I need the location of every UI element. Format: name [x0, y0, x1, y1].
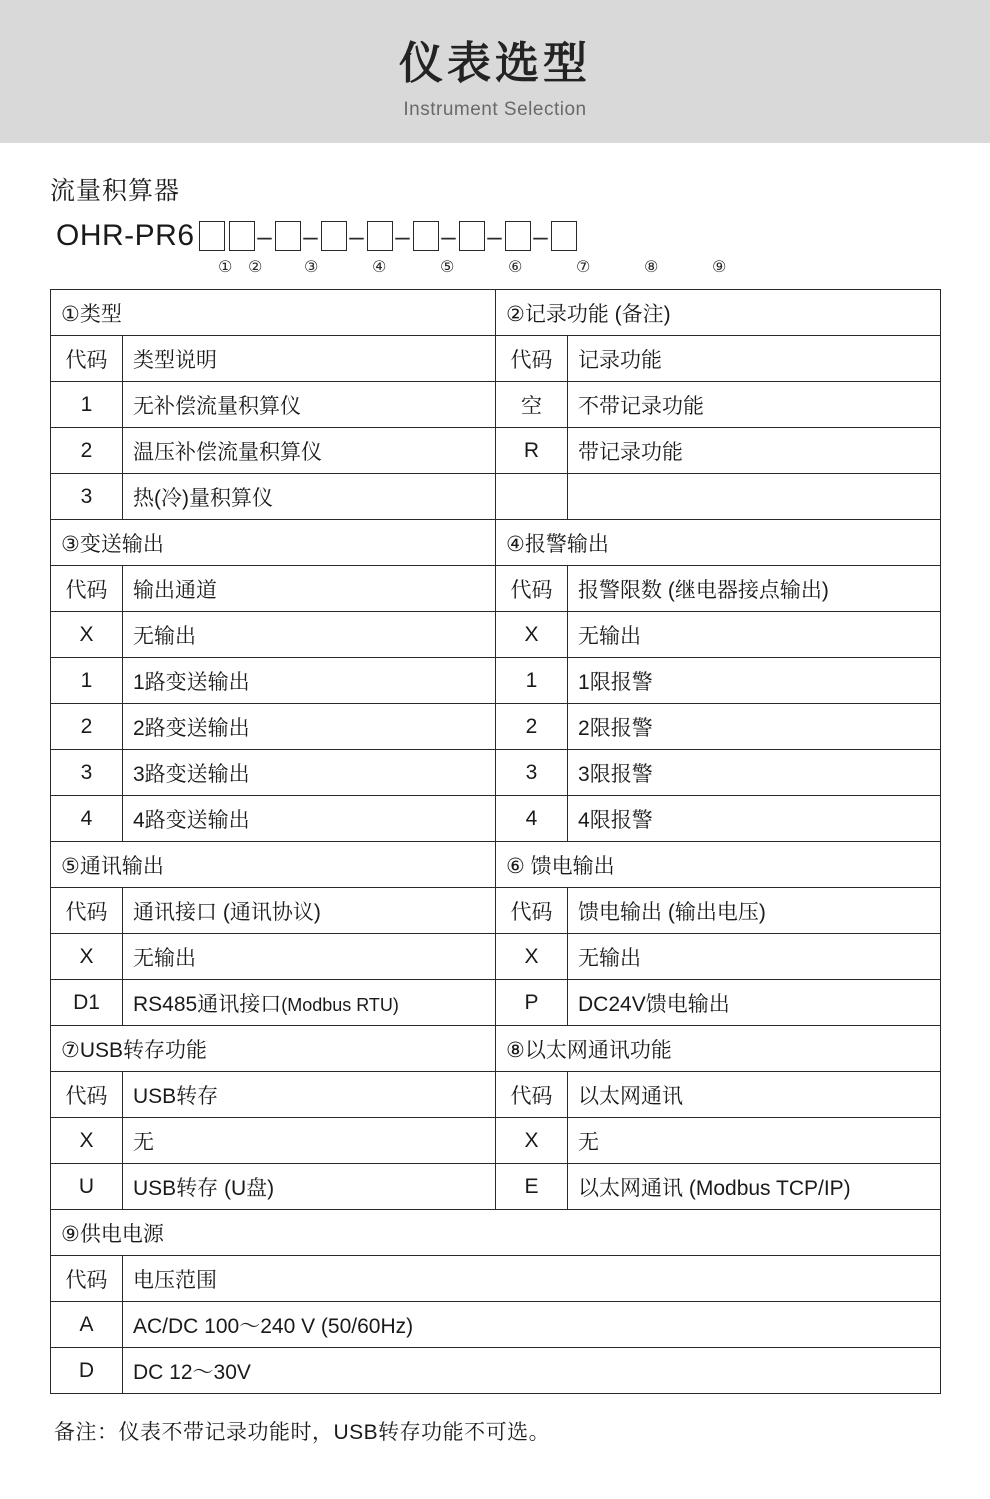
product-name: 流量积算器 [50, 177, 181, 205]
desc-1-3: 热(冷)量积算仪 [123, 474, 496, 520]
code-3-2: 1 [51, 658, 123, 704]
section-title-2: ②记录功能 (备注) [496, 290, 941, 336]
desc-3-5: 4路变送输出 [123, 796, 496, 842]
desc-2-1: 不带记录功能 [568, 382, 941, 428]
table-row [51, 382, 941, 428]
code-8-1: X [496, 1118, 568, 1164]
desc-header-3: 输出通道 [123, 566, 496, 612]
code-header-6: 代码 [496, 888, 568, 934]
section-title-7: ⑦USB转存功能 [51, 1026, 496, 1072]
desc-5-2-note: (Modbus RTU) [281, 994, 399, 1015]
code-header-4: 代码 [496, 566, 568, 612]
model-dash-3: – [349, 221, 364, 251]
code-6-1: X [496, 934, 568, 980]
marker-8: ⑧ [644, 259, 659, 276]
model-dash-5: – [441, 221, 456, 251]
desc-2-2: 带记录功能 [568, 428, 941, 474]
section-title-8: ⑧以太网通讯功能 [496, 1026, 941, 1072]
desc-2-blank [568, 474, 941, 520]
code-4-1: X [496, 612, 568, 658]
desc-9-2: DC 12～30V [123, 1348, 941, 1394]
desc-header-7: USB转存 [123, 1072, 496, 1118]
code-1-3: 3 [51, 474, 123, 520]
section-title-5: ⑤通讯输出 [51, 842, 496, 888]
table-row [51, 934, 941, 980]
code-8-2: E [496, 1164, 568, 1210]
desc-7-1: 无 [123, 1118, 496, 1164]
table-row [51, 566, 941, 612]
desc-3-3: 2路变送输出 [123, 704, 496, 750]
desc-header-1: 类型说明 [123, 336, 496, 382]
table-row [51, 612, 941, 658]
model-dash-7: – [533, 221, 548, 251]
desc-4-4: 3限报警 [568, 750, 941, 796]
table-row [51, 842, 941, 888]
marker-5: ⑤ [440, 259, 455, 276]
desc-header-4: 报警限数 (继电器接点输出) [568, 566, 941, 612]
code-2-2: R [496, 428, 568, 474]
model-marker-row [56, 257, 940, 283]
desc-3-4: 3路变送输出 [123, 750, 496, 796]
model-box-9 [551, 221, 577, 251]
table-row [51, 1026, 941, 1072]
section-title-3: ③变送输出 [51, 520, 496, 566]
desc-4-2: 1限报警 [568, 658, 941, 704]
desc-1-1: 无补偿流量积算仪 [123, 382, 496, 428]
code-header-9: 代码 [51, 1256, 123, 1302]
code-4-4: 3 [496, 750, 568, 796]
code-4-2: 1 [496, 658, 568, 704]
model-box-6 [413, 221, 439, 251]
table-row [51, 796, 941, 842]
code-4-3: 2 [496, 704, 568, 750]
code-9-2: D [51, 1348, 123, 1394]
table-row [51, 1302, 941, 1348]
desc-5-2 [123, 980, 496, 1026]
table-row [51, 750, 941, 796]
table-row [51, 1072, 941, 1118]
desc-6-2: DC24V馈电输出 [568, 980, 941, 1026]
desc-header-9: 电压范围 [123, 1256, 941, 1302]
code-4-5: 4 [496, 796, 568, 842]
code-header-2: 代码 [496, 336, 568, 382]
table-row [51, 1164, 941, 1210]
code-1-1: 1 [51, 382, 123, 428]
code-9-1: A [51, 1302, 123, 1348]
table-row [51, 658, 941, 704]
marker-3: ③ [304, 259, 319, 276]
model-code-row [56, 215, 940, 257]
desc-header-6: 馈电输出 (输出电压) [568, 888, 941, 934]
section-title-4: ④报警输出 [496, 520, 941, 566]
code-5-2: D1 [51, 980, 123, 1026]
table-row [51, 1210, 941, 1256]
desc-5-2-main: RS485通讯接口 [133, 992, 282, 1016]
table-row [51, 1118, 941, 1164]
model-dash-1: – [257, 221, 272, 251]
model-box-5 [367, 221, 393, 251]
code-3-5: 4 [51, 796, 123, 842]
selection-table [50, 289, 941, 1394]
table-row [51, 704, 941, 750]
section-title-6: ⑥ 馈电输出 [496, 842, 941, 888]
table-row [51, 888, 941, 934]
model-prefix: OHR-PR6 [56, 219, 195, 252]
model-dash-4: – [395, 221, 410, 251]
code-3-4: 3 [51, 750, 123, 796]
model-dash-6: – [487, 221, 502, 251]
desc-9-1: AC/DC 100～240 V (50/60Hz) [123, 1302, 941, 1348]
model-box-1 [199, 221, 225, 251]
desc-4-5: 4限报警 [568, 796, 941, 842]
marker-2: ② [248, 259, 263, 276]
page-title: 仪表选型 [399, 39, 591, 89]
table-row [51, 428, 941, 474]
model-box-3 [275, 221, 301, 251]
table-row [51, 290, 941, 336]
desc-4-3: 2限报警 [568, 704, 941, 750]
model-box-4 [321, 221, 347, 251]
code-7-2: U [51, 1164, 123, 1210]
marker-6: ⑥ [508, 259, 523, 276]
section-title-1: ①类型 [51, 290, 496, 336]
marker-1: ① [218, 259, 233, 276]
code-6-2: P [496, 980, 568, 1026]
desc-7-2: USB转存 (U盘) [123, 1164, 496, 1210]
footer-note: 备注：仪表不带记录功能时，USB转存功能不可选。 [54, 1421, 551, 1444]
code-7-1: X [51, 1118, 123, 1164]
desc-5-1: 无输出 [123, 934, 496, 980]
desc-header-5: 通讯接口 (通讯协议) [123, 888, 496, 934]
section-title-9: ⑨供电电源 [51, 1210, 941, 1256]
table-row [51, 520, 941, 566]
code-header-3: 代码 [51, 566, 123, 612]
code-header-1: 代码 [51, 336, 123, 382]
desc-3-2: 1路变送输出 [123, 658, 496, 704]
marker-9: ⑨ [712, 259, 727, 276]
code-5-1: X [51, 934, 123, 980]
model-box-8 [505, 221, 531, 251]
desc-4-1: 无输出 [568, 612, 941, 658]
desc-6-1: 无输出 [568, 934, 941, 980]
model-box-2 [229, 221, 255, 251]
desc-8-1: 无 [568, 1118, 941, 1164]
model-box-7 [459, 221, 485, 251]
table-row [51, 1348, 941, 1394]
desc-8-2: 以太网通讯 (Modbus TCP/IP) [568, 1164, 941, 1210]
page-header [0, 0, 990, 143]
table-row [51, 1256, 941, 1302]
desc-header-8: 以太网通讯 [568, 1072, 941, 1118]
code-3-1: X [51, 612, 123, 658]
desc-3-1: 无输出 [123, 612, 496, 658]
desc-1-2: 温压补偿流量积算仪 [123, 428, 496, 474]
code-1-2: 2 [51, 428, 123, 474]
table-row [51, 336, 941, 382]
code-2-blank [496, 474, 568, 520]
content-area [0, 171, 990, 1446]
desc-header-2: 记录功能 [568, 336, 941, 382]
code-header-7: 代码 [51, 1072, 123, 1118]
code-header-5: 代码 [51, 888, 123, 934]
model-dash-2: – [303, 221, 318, 251]
code-header-8: 代码 [496, 1072, 568, 1118]
page-subtitle: Instrument Selection [403, 98, 587, 120]
table-row [51, 980, 941, 1026]
table-row [51, 474, 941, 520]
marker-7: ⑦ [576, 259, 591, 276]
marker-4: ④ [372, 259, 387, 276]
code-2-1: 空 [496, 382, 568, 428]
code-3-3: 2 [51, 704, 123, 750]
